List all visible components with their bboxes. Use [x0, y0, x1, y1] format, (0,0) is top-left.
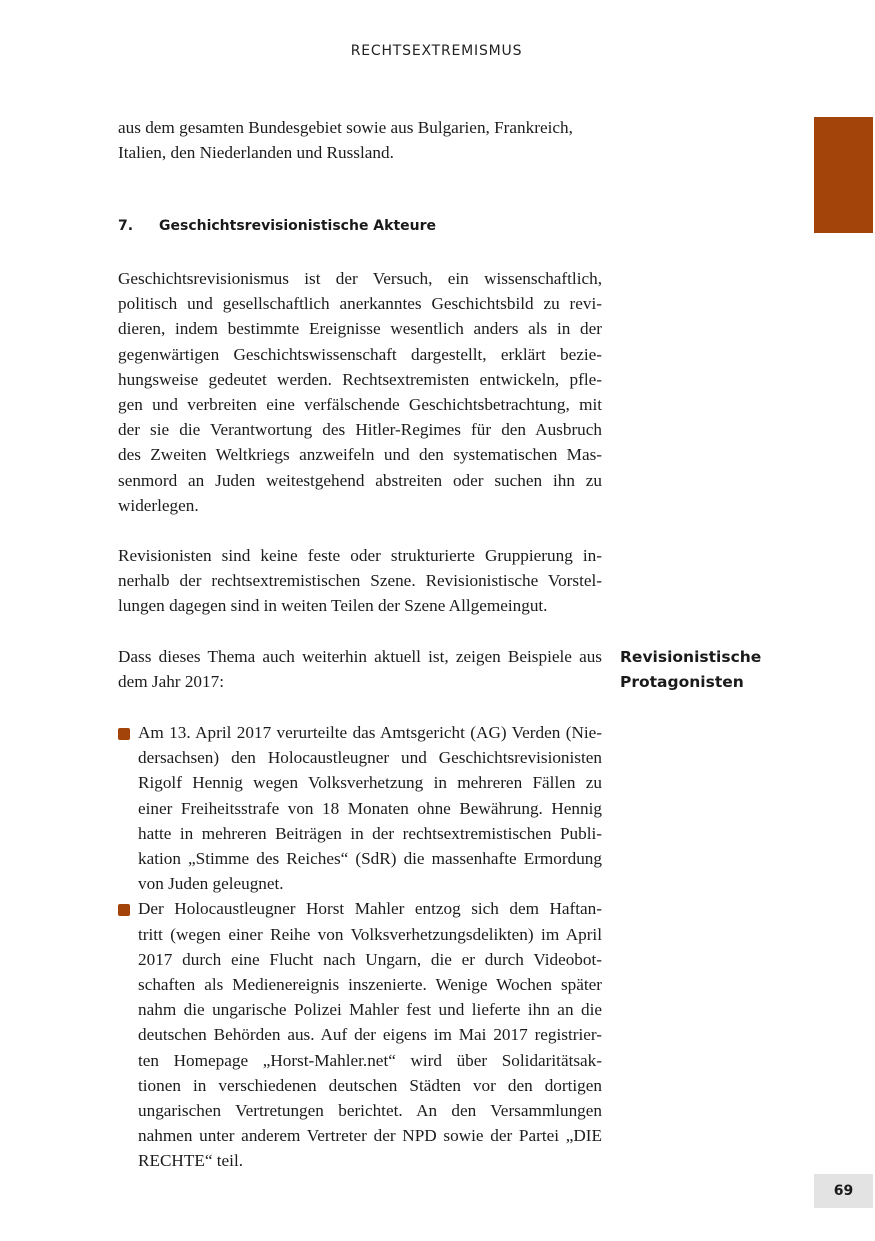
- text-line: aus dem gesamten Bundesgebiet sowie aus Bulgarien, Frankreich,: [118, 118, 573, 137]
- text-line: deutschen Behörden aus. Auf der eigens im Mai 2017 registrier-: [138, 1025, 602, 1045]
- text-line: hungsweise gedeutet werden. Rechtsextremisten entwickeln, pfle-: [118, 369, 602, 389]
- text-line: Rigolf Hennig wegen Volksverhetzung in mehreren Fällen zu: [138, 773, 602, 793]
- text-line: kation „Stimme des Reiches“ (SdR) die massenhafte Ermordung: [138, 849, 602, 869]
- text-line: von Juden geleugnet.: [138, 874, 284, 894]
- text-line: RECHTE“ teil.: [138, 1151, 244, 1171]
- text-line: dieren, indem bestimmte Ereignisse wesentlich anders als in der: [118, 319, 602, 339]
- text-line: lungen dagegen sind in weiten Teilen der Szene Allgemeingut.: [118, 596, 548, 616]
- text-line: Revisionisten sind keine feste oder strukturierte Gruppierung in-: [118, 546, 602, 565]
- text-line: nahmen unter anderem Vertreter der NPD sowie der Partei „DIE: [138, 1126, 602, 1146]
- margin-note-line: Revisionistische: [620, 648, 762, 666]
- text-line: schaften als Medienereignis inszenierte. Wenige Wochen später: [138, 975, 602, 995]
- list-item: [118, 720, 602, 896]
- examples-list: [118, 720, 602, 1174]
- text-line: ungarischen Vertretungen berichtet. An den Versammlungen: [138, 1101, 602, 1121]
- paragraph-definition: [118, 266, 602, 518]
- text-line: ten Homepage „Horst-Mahler.net“ wird über Solidaritätsak-: [138, 1050, 602, 1070]
- text-line: des Zweiten Weltkriegs anzweifeln und den systematischen Mas-: [118, 445, 602, 465]
- text-line: dersachsen) den Holocaustleugner und Geschichtsrevisionisten: [138, 748, 602, 768]
- text-line: Am 13. April 2017 verurteilte das Amtsgericht (AG) Verden (Nie-: [138, 723, 602, 742]
- text-line: Italien, den Niederlanden und Russland.: [118, 143, 394, 163]
- text-line: 2017 durch eine Flucht nach Ungarn, die er durch Videobot-: [138, 949, 602, 969]
- text-line: hatte in mehreren Beiträgen in der rechtsextremistischen Publi-: [138, 823, 602, 843]
- text-line: senmord an Juden weitestgehend abstreiten oder suchen ihn zu: [118, 470, 602, 490]
- running-header: RECHTSEXTREMISMUS: [350, 43, 523, 59]
- text-line: gegenwärtigen Geschichtswissenschaft dargestellt, erklärt bezie-: [118, 344, 602, 364]
- text-line: nerhalb der rechtsextremistischen Szene. Revisionistische Vorstel-: [118, 571, 602, 591]
- text-line: einer Freiheitsstrafe von 18 Monaten ohne Bewährung. Hennig: [138, 798, 602, 818]
- square-bullet-icon: [118, 728, 130, 740]
- margin-note-line: Protagonisten: [620, 673, 744, 691]
- section-title: Geschichtsrevisionistische Akteure: [159, 218, 437, 234]
- section-number: 7.: [118, 218, 134, 234]
- intro-paragraph: [118, 115, 602, 165]
- chapter-tab-marker: [814, 117, 873, 233]
- text-line: tritt (wegen einer Reihe von Volksverhetzungsdelikten) im April: [138, 924, 602, 944]
- paragraph-examples-intro: [118, 644, 602, 694]
- margin-note: [620, 645, 810, 695]
- list-item: [118, 896, 602, 1173]
- text-line: tionen in verschiedenen deutschen Städten vor den dortigen: [138, 1075, 602, 1095]
- square-bullet-icon: [118, 904, 130, 916]
- text-line: der sie die Verantwortung des Hitler-Regimes für den Ausbruch: [118, 420, 602, 440]
- text-line: dem Jahr 2017:: [118, 672, 224, 692]
- text-line: Geschichtsrevisionismus ist der Versuch, ein wissenschaftlich,: [118, 269, 602, 288]
- page-number: 69: [814, 1174, 873, 1208]
- text-line: Der Holocaustleugner Horst Mahler entzog sich dem Haftan-: [138, 899, 602, 919]
- section-heading: [118, 218, 436, 234]
- text-line: politisch und gesellschaftlich anerkanntes Geschichtsbild zu revi-: [118, 294, 602, 314]
- text-line: gen und verbreiten eine verfälschende Geschichtsbetrachtung, mit: [118, 395, 602, 415]
- text-line: widerlegen.: [118, 495, 199, 515]
- paragraph-revisionists: [118, 543, 602, 619]
- text-line: Dass dieses Thema auch weiterhin aktuell ist, zeigen Beispiele aus: [118, 647, 602, 666]
- text-line: nahm die ungarische Polizei Mahler fest und lieferte ihn an die: [138, 1000, 602, 1020]
